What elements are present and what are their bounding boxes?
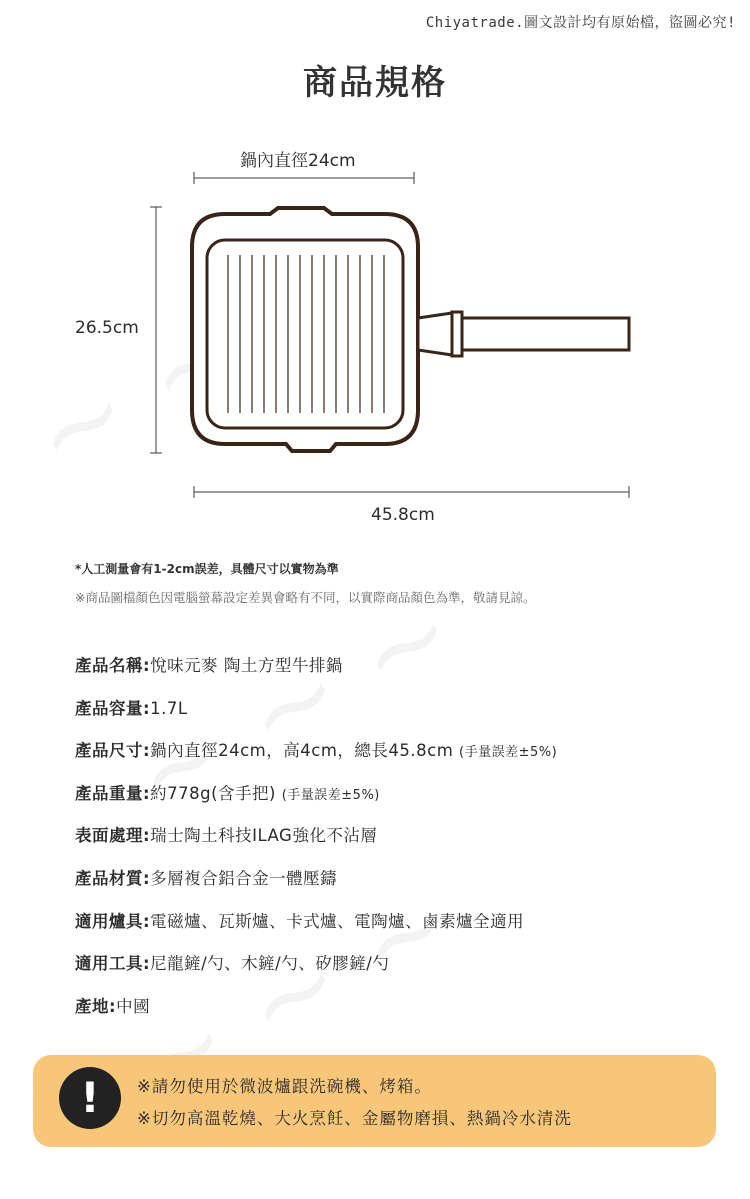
spec-row-product-name: 產品名稱:悅味元麥 陶土方型牛排鍋: [75, 656, 343, 675]
spec-row-capacity: 產品容量:1.7L: [75, 698, 188, 718]
total-length-dimension-line: [194, 486, 629, 498]
warning-line-1: ※請勿使用於微波爐跟洗碗機、烤箱。: [137, 1077, 432, 1096]
spec-row-stoves: 適用爐具:電磁爐、瓦斯爐、卡式爐、電陶爐、鹵素爐全適用: [75, 911, 525, 931]
spec-row-surface: 表面處理:瑞士陶土科技ILAG強化不沾層: [75, 826, 378, 846]
spec-row-origin: 產地:中國: [75, 996, 151, 1016]
page-title: 商品規格: [303, 63, 447, 103]
height-label: 26.5cm: [75, 318, 139, 338]
inner-diameter-label: 鍋內直徑24cm: [240, 151, 356, 171]
pan-handle-grip: [462, 318, 629, 350]
warning-line-2: ※切勿高溫乾燒、大火烹飪、金屬物磨損、熱鍋冷水清洗: [137, 1109, 572, 1128]
spec-row-dimensions: 產品尺寸:鍋內直徑24cm，高4cm，總長45.8cm (手量誤差±5%): [75, 741, 558, 761]
spec-list: [75, 652, 715, 1035]
color-disclaimer-note: ※商品圖檔顏色因電腦螢幕設定差異會略有不同，以實際商品顏色為準，敬請見諒。: [75, 590, 536, 605]
pan-illustration: [192, 208, 629, 451]
height-dimension-line: [150, 207, 162, 453]
pan-handle-neck: [418, 313, 452, 355]
spec-row-weight: 產品重量:約778g(含手把) (手量誤差±5%): [75, 783, 380, 803]
pan-inner-grill: [207, 240, 403, 428]
total-length-label: 45.8cm: [371, 505, 435, 525]
measurement-note: *人工測量會有1-2cm誤差，具體尺寸以實物為準: [75, 562, 339, 576]
exclamation-icon: !: [59, 1067, 121, 1129]
spec-row-tools: 適用工具:尼龍鏟/勺、木鏟/勺、矽膠鏟/勺: [75, 954, 390, 974]
warning-box: [33, 1055, 716, 1147]
inner-diameter-dimension-line: [194, 172, 414, 184]
pan-dimension-diagram: [0, 0, 750, 540]
brand-copyright-note: Chiyatrade.圖文設計均有原始檔，盜圖必究!: [425, 15, 736, 31]
spec-row-material: 產品材質:多層複合鋁合金一體壓鑄: [75, 868, 338, 888]
